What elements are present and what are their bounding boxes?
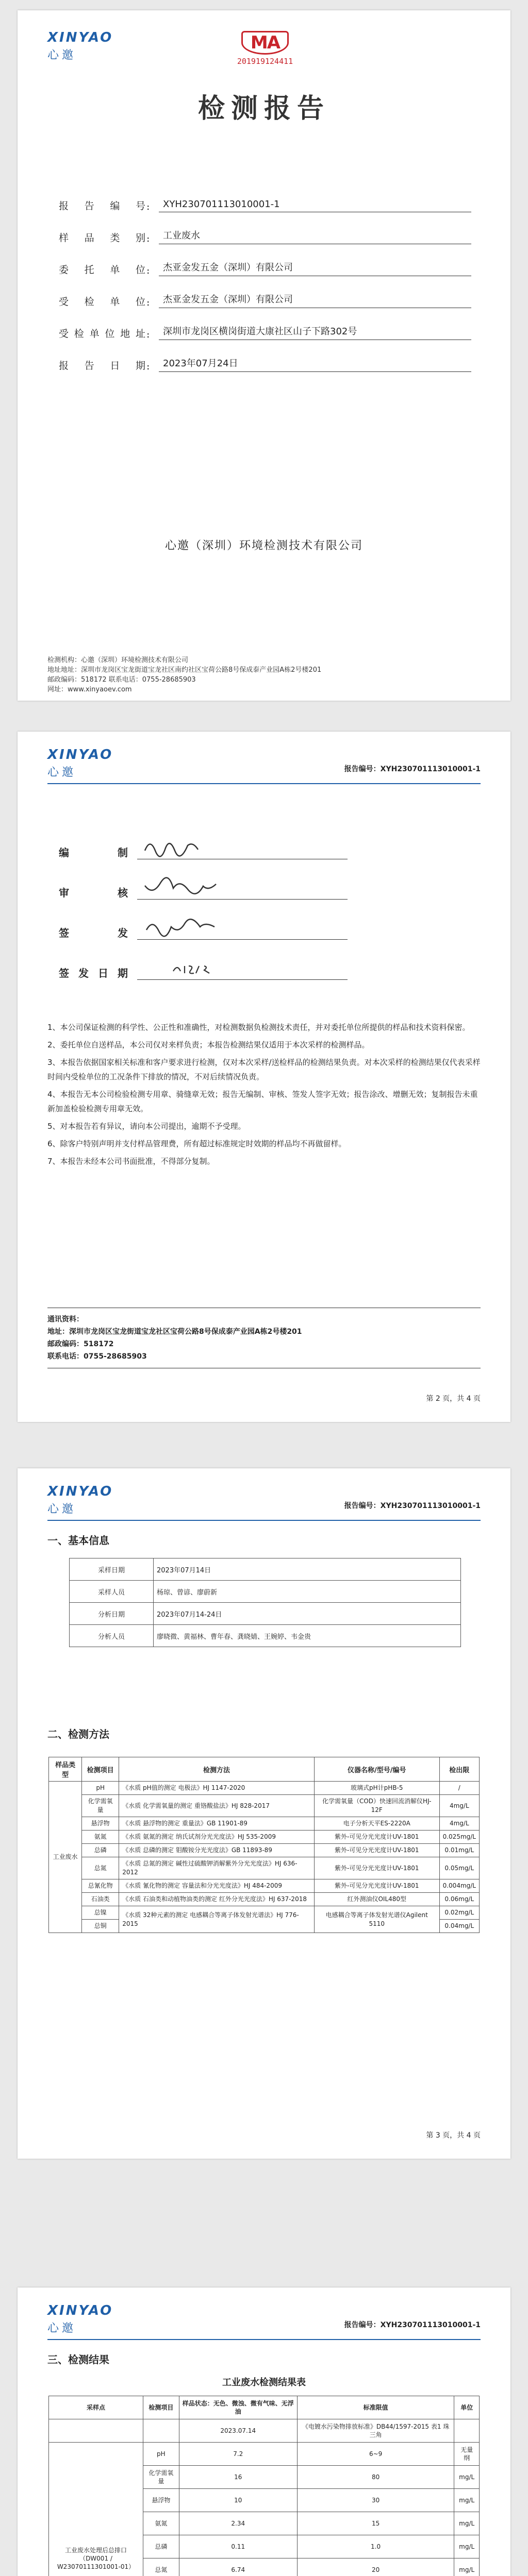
table-cell: 无量纲 (454, 2443, 480, 2466)
table-cell: 《水质 氨氮的测定 纳氏试剂分光光度法》HJ 535-2009 (119, 1831, 315, 1844)
contact-line: 联系电话：0755-28685903 (47, 1352, 147, 1361)
table-cell: 电子分析天平ES-2220A (314, 1817, 439, 1831)
table-row (70, 1558, 461, 1581)
handwritten-signature (137, 912, 348, 940)
table-cell: 紫外-可见分光光度计UV-1801 (314, 1844, 439, 1857)
column-header: 检测项目 (143, 2396, 179, 2419)
signature-row (59, 900, 348, 940)
footer-line: 网址：www.xinyaoev.com (47, 686, 132, 693)
table-cell (143, 2419, 179, 2443)
table-cell: 《水质 总磷的测定 钼酸铵分光光度法》GB 11893-89 (119, 1844, 315, 1857)
signature-label: 审核 (59, 887, 131, 899)
table-cell: 总磷 (82, 1844, 119, 1857)
logo-english: XINYAO (47, 1484, 113, 1499)
table-cell: 氨氮 (143, 2512, 179, 2535)
table-cell: 总氮 (143, 2558, 179, 2576)
handwritten-signature (137, 832, 348, 859)
cma-number: 201919124411 (237, 57, 293, 66)
signature-row (59, 859, 348, 900)
column-header: 检出限 (439, 1757, 479, 1782)
table-row (49, 2443, 480, 2466)
table-cell: 0.004mg/L (439, 1879, 479, 1893)
table-cell: 0.05mg/L (439, 1857, 479, 1879)
table-title: 工业废水检测结果表 (222, 2377, 306, 2388)
table-cell: pH (82, 1782, 119, 1795)
standard-cell: 《电镀水污染物排放标准》DB44/1597-2015 表1 珠三角 (297, 2419, 454, 2443)
sample-type-cell: 工业废水 (49, 1782, 82, 1933)
report-title: 检测报告 (197, 93, 330, 124)
table-row (49, 1817, 480, 1831)
cma-seal (234, 31, 296, 66)
table-row (49, 1857, 480, 1879)
contact-line: 邮政编码：518172 (47, 1340, 114, 1348)
company-logo (47, 30, 113, 62)
signature-label: 签发日期 (59, 967, 131, 979)
report-page-2 (18, 732, 510, 1422)
table-cell: 4mg/L (439, 1795, 479, 1817)
logo-chinese: 心邀 (47, 766, 77, 779)
column-header: 检测项目 (82, 1757, 119, 1782)
logo-english: XINYAO (47, 2303, 113, 2318)
table-cell: 30 (297, 2489, 454, 2512)
table-cell: pH (143, 2443, 179, 2466)
table-row (49, 1893, 480, 1906)
contact-line: 地址：深圳市龙岗区宝龙街道宝龙社区宝荷公路8号保成泰产业园A栋2号楼201 (47, 1328, 302, 1336)
logo-chinese: 心邀 (47, 2322, 77, 2335)
table-cell: 0.04mg/L (439, 1920, 479, 1933)
signature-label: 签发 (59, 927, 131, 939)
handwritten-date (137, 953, 348, 980)
table-cell: 20 (297, 2558, 454, 2576)
report-number: 报告编号：XYH230701113010001-1 (344, 2321, 481, 2329)
column-header: 单位 (454, 2396, 480, 2419)
table-cell: 4mg/L (439, 1817, 479, 1831)
report-notices (47, 1020, 481, 1172)
column-header: 样品类型 (49, 1757, 82, 1782)
table-row (49, 1879, 480, 1893)
table-cell: 紫外-可见分光光度计UV-1801 (314, 1857, 439, 1879)
table-cell: 7.2 (179, 2443, 297, 2466)
table-cell: 电感耦合等离子体发射光谱仪Agilent 5110 (314, 1906, 439, 1933)
table-cell: 分析人员 (70, 1625, 154, 1647)
page-header (47, 747, 481, 784)
field-value: 工业废水 (159, 228, 471, 244)
table-cell: 80 (297, 2466, 454, 2489)
table-cell: 总氮 (82, 1857, 119, 1879)
report-page-3 (18, 1468, 510, 2159)
table-cell: 10 (179, 2489, 297, 2512)
table-cell (49, 2419, 143, 2443)
table-cell: 总氰化物 (82, 1879, 119, 1893)
cover-info-fields (59, 180, 471, 372)
table-cell: 0.025mg/L (439, 1831, 479, 1844)
table-cell: 分析日期 (70, 1603, 154, 1625)
column-header: 检测方法 (119, 1757, 315, 1782)
table-cell: mg/L (454, 2512, 480, 2535)
table-cell: 采样日期 (70, 1558, 154, 1581)
footer-line: 邮政编码：518172 联系电话：0755-28685903 (47, 676, 196, 684)
field-label: 受检单位地址 (59, 328, 146, 340)
table-cell: mg/L (454, 2535, 480, 2558)
table-cell: 悬浮物 (82, 1817, 119, 1831)
cover-footer (47, 655, 481, 694)
handwritten-signature (137, 872, 348, 900)
table-header-row (49, 2419, 480, 2443)
field-label: 委托单位 (59, 264, 146, 276)
table-header-row (49, 2396, 480, 2419)
field-value: 杰亚金发五金（深圳）有限公司 (159, 292, 471, 308)
report-cover-page (18, 10, 510, 701)
column-header: 采样点 (49, 2396, 143, 2419)
footer-line: 检测机构：心邀（深圳）环境检测技术有限公司 (47, 656, 189, 664)
notice-item: 1、本公司保证检测的科学性、公正性和准确性，对检测数据负检测技术责任，并对委托单位所提供的样品和技术资料保密。 (47, 1023, 470, 1032)
sample-date-cell: 2023.07.14 (179, 2419, 297, 2443)
table-cell: 总镍 (82, 1906, 119, 1920)
logo-english: XINYAO (47, 30, 113, 45)
column-header: 标准限值 (297, 2396, 454, 2419)
table-cell: mg/L (454, 2489, 480, 2512)
company-logo (47, 1484, 113, 1516)
table-cell (454, 2419, 480, 2443)
table-row (49, 1831, 480, 1844)
report-number: 报告编号：XYH230701113010001-1 (344, 765, 481, 773)
field-label: 受检单位 (59, 296, 146, 308)
info-row: 报告编号 : XYH230701113010001-1 (59, 180, 471, 212)
field-label: 报告日期 (59, 360, 146, 371)
table-cell: 0.02mg/L (439, 1906, 479, 1920)
table-cell: 《水质 总氮的测定 碱性过硫酸钾消解紫外分光光度法》HJ 636-2012 (119, 1857, 315, 1879)
table-cell: 化学需氧量（COD）快速回流消解仪HJ-12F (314, 1795, 439, 1817)
table-row (70, 1603, 461, 1625)
table-cell: 6~9 (297, 2443, 454, 2466)
field-value: XYH230701113010001-1 (159, 199, 471, 212)
page-number: 第 3 页，共 4 页 (426, 2131, 481, 2140)
section-heading: 一、基本信息 (47, 1534, 109, 1547)
issuing-company: 心邀（深圳）环境检测技术有限公司 (164, 539, 363, 552)
table-cell: 采样人员 (70, 1581, 154, 1603)
table-row (49, 1844, 480, 1857)
table-cell: 2.34 (179, 2512, 297, 2535)
field-value: 杰亚金发五金（深圳）有限公司 (159, 260, 471, 276)
table-cell: 16 (179, 2466, 297, 2489)
contact-info (47, 1308, 481, 1368)
table-cell: 《水质 石油类和动植物油类的测定 红外分光光度法》HJ 637-2018 (119, 1893, 315, 1906)
table-cell: 杨琼、曾谚、廖蔚新 (154, 1581, 461, 1603)
field-value: 2023年07月24日 (159, 356, 471, 372)
table-cell: 《水质 氰化物的测定 容量法和分光光度法》HJ 484-2009 (119, 1879, 315, 1893)
table-cell: 1.0 (297, 2535, 454, 2558)
table-cell: 总磷 (143, 2535, 179, 2558)
company-logo (47, 747, 113, 779)
table-cell: mg/L (454, 2558, 480, 2576)
field-value: 深圳市龙岗区横岗街道大康社区山子下路302号 (159, 324, 471, 340)
table-cell: 廖晓微、黄福林、曹年春、龚晓婧、王婉婷、韦金贵 (154, 1625, 461, 1647)
table-cell: 化学需氧量 (82, 1795, 119, 1817)
page-header (47, 1484, 481, 1521)
logo-chinese: 心邀 (47, 1503, 77, 1516)
company-logo (47, 2303, 113, 2335)
notice-item: 5、对本报告若有异议，请向本公司提出，逾期不予受理。 (47, 1122, 246, 1131)
field-label: 样品类别 (59, 232, 146, 244)
table-cell: 2023年07月14-24日 (154, 1603, 461, 1625)
table-cell: 0.06mg/L (439, 1893, 479, 1906)
field-label: 报告编号 (59, 200, 146, 212)
table-cell: 0.11 (179, 2535, 297, 2558)
sample-point-cell: 工业废水处理后总排口（DW001 / W23070111301001-01） (49, 2443, 143, 2576)
table-cell: 玻璃式pH计pHB-5 (314, 1782, 439, 1795)
table-cell: 氨氮 (82, 1831, 119, 1844)
signature-block (59, 819, 348, 980)
table-cell: / (439, 1782, 479, 1795)
signature-label: 编制 (59, 846, 131, 859)
signature-row (59, 819, 348, 859)
result-table (48, 2396, 480, 2576)
table-header-row (49, 1757, 480, 1782)
notice-item: 6、除客户特别声明并支付样品管理费，所有超过标准规定时效期的样品均不再做留样。 (47, 1139, 346, 1148)
info-row: 委托单位 : 杰亚金发五金（深圳）有限公司 (59, 244, 471, 276)
table-row (49, 1782, 480, 1795)
table-cell: 紫外-可见分光光度计UV-1801 (314, 1879, 439, 1893)
table-cell: 《水质 pH值的测定 电极法》HJ 1147-2020 (119, 1782, 315, 1795)
table-cell: 《水质 悬浮物的测定 重量法》GB 11901-89 (119, 1817, 315, 1831)
basic-info-table (69, 1558, 461, 1647)
table-cell: 化学需氧量 (143, 2466, 179, 2489)
column-header: 仪器名称/型号/编号 (314, 1757, 439, 1782)
table-cell: 0.01mg/L (439, 1844, 479, 1857)
report-page-4 (18, 2287, 510, 2576)
table-cell: 6.74 (179, 2558, 297, 2576)
notice-item: 4、本报告无本公司检验检测专用章、骑缝章无效；报告无编制、审核、签发人签字无效；报告涂改、增删无效；复制报告未重新加盖检验检测专用章无效。 (47, 1090, 478, 1113)
info-row: 受检单位地址 : 深圳市龙岗区横岗街道大康社区山子下路302号 (59, 308, 471, 340)
logo-chinese: 心邀 (47, 49, 77, 62)
cma-mark: MA (241, 31, 289, 55)
section-heading: 三、检测结果 (47, 2353, 109, 2366)
table-cell: 《水质 32种元素的测定 电感耦合等离子体发射光谱法》HJ 776-2015 (119, 1906, 315, 1933)
logo-english: XINYAO (47, 747, 113, 762)
table-cell: 总铜 (82, 1920, 119, 1933)
table-cell: 红外测油仪OIL480型 (314, 1893, 439, 1906)
table-cell: 紫外-可见分光光度计UV-1801 (314, 1831, 439, 1844)
column-header: 样品状态：无色、微浊、微有气味、无浮油 (179, 2396, 297, 2419)
table-row (70, 1581, 461, 1603)
footer-line: 地址地址：深圳市龙岗区宝龙街道宝龙社区南约社区宝荷公路8号保成泰产业园A栋2号楼201 (47, 666, 322, 674)
page-number: 第 2 页，共 4 页 (426, 1395, 481, 1403)
notice-item: 2、委托单位自送样品，本公司仅对来样负责；本报告检测结果仅适用于本次采样的检测样品。 (47, 1040, 370, 1049)
table-row (49, 1906, 480, 1920)
table-row (49, 1795, 480, 1817)
section-heading: 二、检测方法 (47, 1728, 109, 1740)
notice-item: 7、本报告未经本公司书面批准，不得部分复制。 (47, 1157, 215, 1166)
table-cell: mg/L (454, 2466, 480, 2489)
table-cell: 2023年07月14日 (154, 1558, 461, 1581)
report-number: 报告编号：XYH230701113010001-1 (344, 1502, 481, 1510)
table-cell: 15 (297, 2512, 454, 2535)
table-row (70, 1625, 461, 1647)
page-header (47, 2303, 481, 2340)
info-row: 报告日期 : 2023年07月24日 (59, 340, 471, 372)
table-cell: 石油类 (82, 1893, 119, 1906)
contact-line: 通讯资料： (47, 1315, 84, 1324)
method-table (48, 1757, 480, 1933)
notice-item: 3、本报告依据国家相关标准和客户要求进行检测，仅对本次采样/送检样品的检测结果负责。对本次采样的检测结果仅代表采样时间内受检单位的工况条件下排放的情况，不对后续情况负责。 (47, 1058, 481, 1081)
table-cell: 《水质 化学需氧量的测定 重铬酸盐法》HJ 828-2017 (119, 1795, 315, 1817)
info-row: 样品类别 : 工业废水 (59, 212, 471, 244)
table-cell: 悬浮物 (143, 2489, 179, 2512)
info-row: 受检单位 : 杰亚金发五金（深圳）有限公司 (59, 276, 471, 308)
signature-row (59, 940, 348, 980)
